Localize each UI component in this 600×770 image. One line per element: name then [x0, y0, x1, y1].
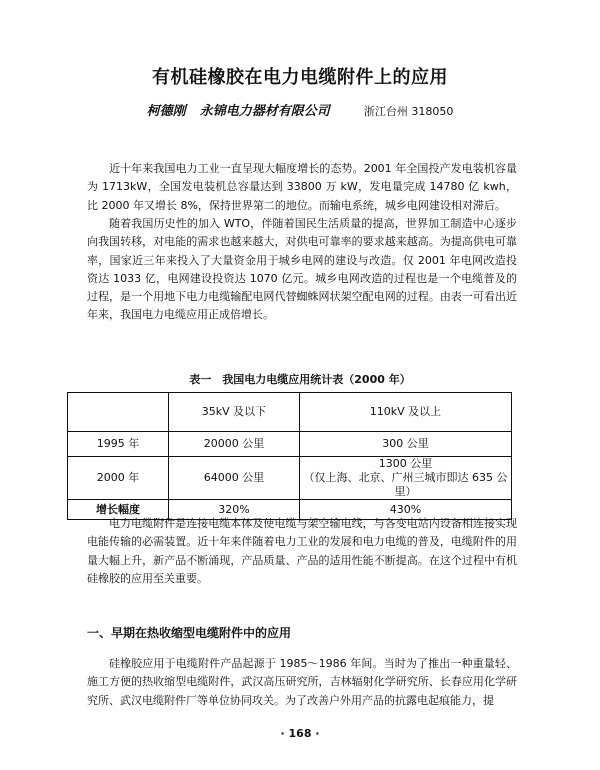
table-cell — [300, 457, 512, 500]
table-cell: 64000 公里 — [169, 457, 300, 500]
table-row-label: 1995 年 — [68, 432, 169, 457]
table-row-label: 增长幅度 — [68, 500, 169, 520]
section-heading: 一、早期在热收缩型电缆附件中的应用 — [87, 626, 292, 640]
table-row — [68, 432, 512, 457]
author-company: 永锦电力器材有限公司 — [199, 104, 330, 119]
author-name: 柯德刚 — [146, 104, 186, 119]
table-row-label: 2000 年 — [68, 457, 169, 500]
paragraph-wto: 随着我国历史性的加入 WTO，伴随着国民生活质量的提高，世界加工制造中心逐步向我国转移，对电能的需求也越来越大，对供电可靠率的要求越来越高。为提高供电可靠率，国家近三年来投入了大量资金用于城乡电网的建设与改造。仅 2001 年电网改造投资达 1033 亿，电网建设投资达 1070 亿元。城乡电网改造的过程也是一个电缆普及的过程，是一个用地下电力电缆输配电网代替蜘蛛网状架空配电网的过程。由表一可看出近年来，我国电力电缆应用正成倍增长。 — [87, 217, 517, 322]
table-cell: 300 公里 — [300, 432, 512, 457]
author-location: 浙江台州 318050 — [363, 105, 454, 118]
table-cell: 20000 公里 — [169, 432, 300, 457]
table-row — [68, 457, 512, 500]
paragraph-accessories: 电力电缆附件是连接电缆本体及使电缆与架空输电线，与各变电站内设备相连接实现电能传输的必需装置。近十年来伴随着电力工业的发展和电力电缆的普及，电缆附件的用量大幅上升，新产品不断涌现，产品质量、产品的适用性能不断提高。在这个过程中有机硅橡胶的应用至关重要。 — [87, 517, 517, 585]
paragraph-intro: 近十年来我国电力工业一直呈现大幅度增长的态势。2001 年全国投产发电装机容量为 1713kW，全国发电装机总容量达到 33800 万 kW，发电量完成 14780 亿 kwh，比 2000 年又增长 8%，保持世界第二的地位。而输电系统，城乡电网建设相对滞后。 — [87, 162, 517, 212]
table-header-cell: 110kV 及以上 — [300, 393, 512, 432]
table-header-row — [68, 393, 512, 432]
table-cell: 430% — [300, 500, 512, 520]
cable-statistics-table — [67, 392, 512, 520]
table-cell-value: 1300 公里 — [378, 457, 433, 470]
table-caption: 表一 我国电力电缆应用统计表（2000 年） — [189, 373, 411, 386]
table-cell: 320% — [169, 500, 300, 520]
table-header-cell — [68, 393, 169, 432]
page-number: · 168 · — [280, 727, 320, 740]
article-title: 有机硅橡胶在电力电缆附件上的应用 — [152, 67, 448, 88]
author-line — [0, 100, 600, 119]
table-header-cell: 35kV 及以下 — [169, 393, 300, 432]
table-cell-note: （仅上海、北京、广州三城市即达 635 公里） — [303, 471, 508, 498]
paragraph-early-use: 硅橡胶应用于电缆附件产品起源于 1985～1986 年间。当时为了推出一种重量轻、施工方便的热收缩型电缆附件，武汉高压研究所，吉林辐射化学研究所、长春应用化学研究所、武汉电缆附件厂等单位协同攻关。为了改善户外用产品的抗露电起痕能力，提 — [87, 657, 517, 707]
